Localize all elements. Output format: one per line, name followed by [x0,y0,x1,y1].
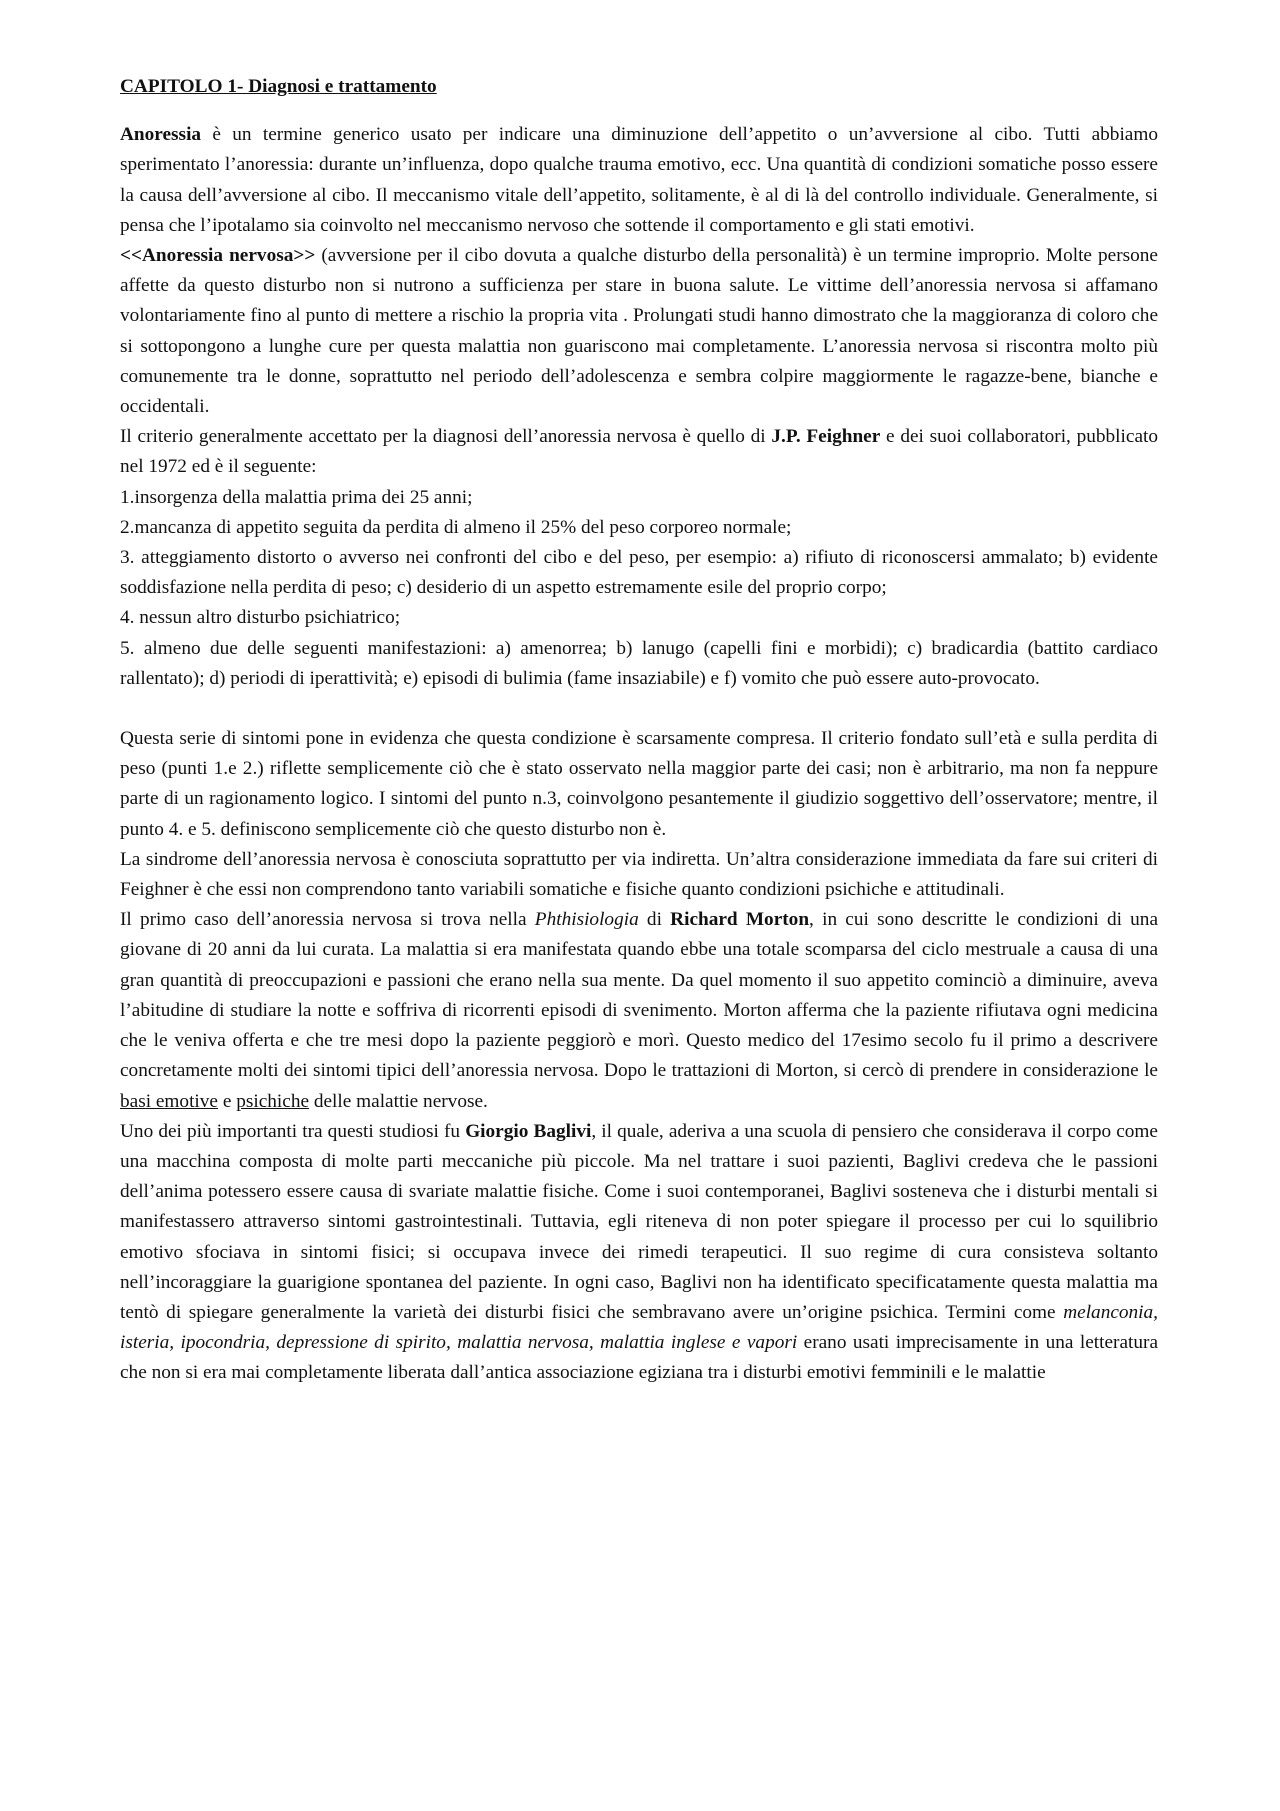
bold-term: <<Anoressia nervosa>> [120,245,316,267]
underlined-text: psichiche [236,1090,310,1112]
bold-name: Giorgio Baglivi [465,1120,592,1142]
blank-line [120,694,1158,724]
italic-title: Phthisiologia [534,909,639,931]
bold-name: J.P. Feighner [771,426,881,448]
italic-terms: melanconia, isteria, ipocondria, depressione di spirito, malattia nervosa, malattia inglese e vapori [120,1301,1158,1354]
paragraph-text: (avversione per il cibo dovuta a qualche disturbo della personalità) è un termine improprio. Molte persone affette da questo disturbo non si nutrono a sufficienza per stare in buona salute. Le vittime dell’anoressia nervosa si affamano volontariamente fino al punto di mettere a rischio la propria vita . Prolungati studi hanno dimostrato che la maggioranza di coloro che si sottopongono a lunghe cure per questa malattia non guariscono mai completamente. L’anoressia nervosa si riscontra molto più comunemente tra le donne, soprattutto nel periodo dell’adolescenza e sembra colpire maggiormente le ragazze-bene, bianche e occidentali. [120,245,1158,418]
criteria-item: 2.mancanza di appetito seguita da perdita di almeno il 25% del peso corporeo normale; [120,516,792,538]
paragraph-syndrome: La sindrome dell’anoressia nervosa è conosciuta soprattutto per via indiretta. Un’altra considerazione immediata da fare sui criteri di Feighner è che essi non comprendono tanto variabili somatiche e fisiche quanto condizioni psichiche e attitudinali. [120,848,1158,901]
paragraph-morton [120,905,1158,1116]
bold-term: Anoressia [120,124,202,146]
paragraph-text: Uno dei più importanti tra questi studiosi fu [120,1120,466,1142]
paragraph-symptoms: Questa serie di sintomi pone in evidenza che questa condizione è scarsamente compresa. Il criterio fondato sull’età e sulla perdita di peso (punti 1.e 2.) riflette semplicemente ciò che è stato osservato nella maggior parte dei casi; non è arbitrario, ma non fa neppure parte di un ragionamento logico. I sintomi del punto n.3, coinvolgono pesantemente il giudizio soggettivo dell’osservatore; mentre, il punto 4. e 5. definiscono semplicemente ciò che questo disturbo non è. [120,728,1158,840]
paragraph-baglivi [120,1117,1158,1389]
paragraph-text: , il quale, aderiva a una scuola di pensiero che considerava il corpo come una macchina composta di molte parti meccaniche più piccole. Ma nel trattare i suoi pazienti, Baglivi credeva che le passioni dell’anima potessero essere causa di svariate malattie fisiche. Come i suoi contemporanei, Baglivi sosteneva che i disturbi mentali si manifestassero attraverso sintomi gastrointestinali. Tuttavia, egli riteneva di non poter spiegare il processo per cui lo squilibrio emotivo sfociava in sintomi fisici; si occupava invece dei rimedi terapeutici. Il suo regime di cura consisteva soltanto nell’incoraggiare la guarigione spontanea del paziente. In ogni caso, Baglivi non ha identificato specificatamente questa malattia ma tentò di spiegare generalmente la varietà dei disturbi fisici che sembravano avere un’origine psichica. Termini come [120,1120,1158,1323]
paragraph-text: e dei suoi collaboratori, pubblicato nel 1972 ed è il seguente: [120,426,1158,478]
paragraph-anoressia [120,120,1158,241]
underlined-text: basi emotive [120,1090,218,1112]
paragraph-anoressia-nervosa [120,241,1158,422]
paragraph-text: Il criterio generalmente accettato per la diagnosi dell’anoressia nervosa è quello di [120,426,772,448]
chapter-title: CAPITOLO 1- Diagnosi e trattamento [120,76,437,97]
paragraph-text: , in cui sono descritte le condizioni di una giovane di 20 anni da lui curata. La malattia si era manifestata quando ebbe una totale scomparsa del ciclo mestruale a causa di una gran quantità di preoccupazioni e passioni che erano nella sua mente. Da quel momento il suo appetito cominciò a diminuire, aveva l’abitudine di studiare la notte e soffriva di ricorrenti episodi di svenimento. Morton afferma che la paziente rifiutava ogni medicina che le veniva offerta e che tre mesi dopo la paziente peggiorò e morì. Questo medico del 17esimo secolo fu il primo a descrivere concretamente molti dei sintomi tipici dell’anoressia nervosa. Dopo le trattazioni di Morton, si cercò di prendere in considerazione le [120,909,1159,1082]
criteria-item: 5. almeno due delle seguenti manifestazioni: a) amenorrea; b) lanugo (capelli fini e morbidi); c) bradicardia (battito cardiaco rallentato); d) periodi di iperattività; e) episodi di bulimia (fame insaziabile) e f) vomito che può essere auto-provocato. [120,637,1158,689]
paragraph-text: Il primo caso dell’anoressia nervosa si trova nella [120,909,535,931]
criteria-item: 1.insorgenza della malattia prima dei 25 anni; [120,486,473,508]
paragraph-text: erano usati imprecisamente in una letteratura che non si era mai completamente liberata dall’antica associazione egiziana tra i disturbi emotivi femminili e le malattie [120,1332,1159,1384]
document-body [120,72,1158,1389]
bold-name: Richard Morton [670,909,810,931]
paragraph-text: delle malattie nervose. [309,1090,488,1112]
paragraph-text: di [638,909,671,931]
paragraph-text: e [218,1090,237,1112]
criteria-item: 4. nessun altro disturbo psichiatrico; [120,607,401,629]
criteria-item: 3. atteggiamento distorto o avverso nei confronti del cibo e del peso, per esempio: a) rifiuto di riconoscersi ammalato; b) evidente soddisfazione nella perdita di peso; c) desiderio di un aspetto estremamente esile del proprio corpo; [120,547,1158,599]
paragraph-feighner [120,422,1158,482]
paragraph-text: è un termine generico usato per indicare una diminuzione dell’appetito o un’avversione al cibo. Tutti abbiamo sperimentato l’anoressia: durante un’influenza, dopo qualche trauma emotivo, ecc. Una quantità di condizioni somatiche posso essere la causa dell’avversione al cibo. Il meccanismo vitale dell’appetito, solitamente, è al di là del controllo individuale. Generalmente, si pensa che l’ipotalamo sia coinvolto nel meccanismo nervoso che sottende il comportamento e gli stati emotivi. [120,124,1158,236]
